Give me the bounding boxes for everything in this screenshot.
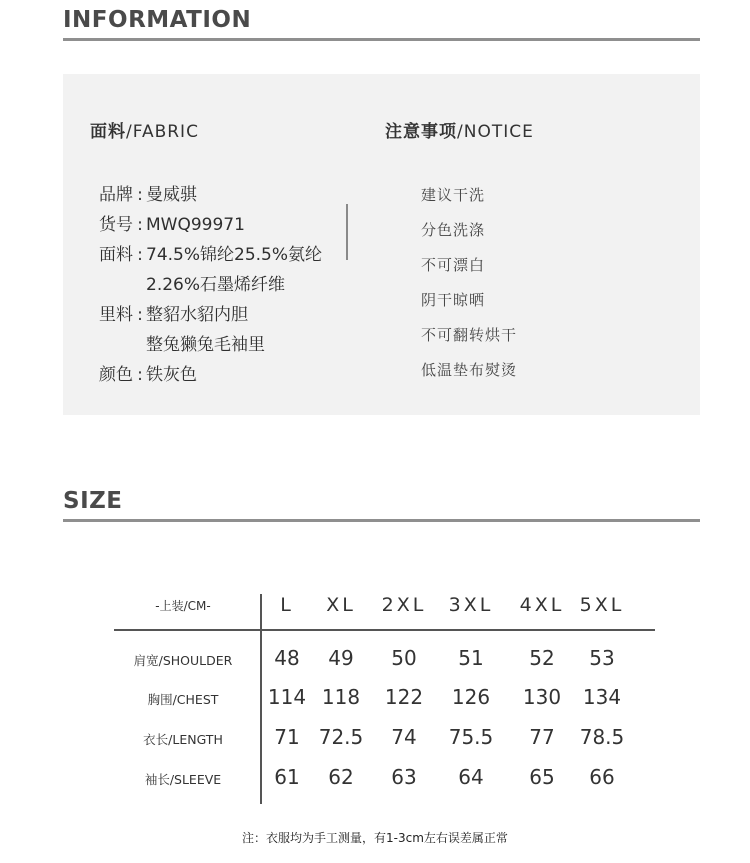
fabric-label: 货号 <box>99 215 133 235</box>
notice-title-zh: 注意事项 <box>385 122 457 142</box>
size-row-label: 肩宽/SHOULDER <box>133 653 233 668</box>
size-cell: 71 <box>274 725 300 749</box>
size-row-label: 胸围/CHEST <box>147 692 219 707</box>
size-header-2xl: 2XL <box>381 594 427 616</box>
fabric-list <box>76 180 322 390</box>
notice-item: 阴干晾晒 <box>421 291 486 309</box>
size-header-xl: XL <box>326 594 356 616</box>
fabric-separator: : <box>137 305 143 325</box>
size-header-3xl: 3XL <box>448 594 494 616</box>
size-header-rule <box>114 629 655 631</box>
size-cell: 66 <box>589 765 615 789</box>
fabric-value: 铁灰色 <box>146 365 197 385</box>
notice-list <box>421 178 517 388</box>
information-heading: INFORMATION <box>63 7 252 33</box>
fabric-row-shell-cont: 2.26%石墨烯纤维 <box>146 275 286 295</box>
size-header-l: L <box>280 594 294 616</box>
fabric-separator: : <box>137 365 143 385</box>
size-cell: 48 <box>274 646 300 670</box>
size-corner-label: -上装/CM- <box>155 599 211 613</box>
fabric-row-item-no <box>76 210 322 240</box>
size-header-4xl: 4XL <box>519 594 565 616</box>
fabric-label: 里料 <box>99 305 133 325</box>
fabric-separator: : <box>137 215 143 235</box>
notice-item: 不可漂白 <box>421 256 486 274</box>
size-cell: 53 <box>589 646 615 670</box>
size-cell: 62 <box>328 765 354 789</box>
size-cell: 49 <box>328 646 354 670</box>
size-cell: 51 <box>458 646 484 670</box>
size-rule <box>63 519 700 522</box>
size-cell: 78.5 <box>579 725 625 749</box>
fabric-title-zh: 面料 <box>90 122 126 142</box>
size-row-label: 袖长/SLEEVE <box>144 772 222 787</box>
size-cell: 52 <box>529 646 555 670</box>
fabric-title-en: /FABRIC <box>126 122 199 142</box>
fabric-value: 74.5%锦纶25.5%氨纶 <box>146 245 323 265</box>
size-cell: 63 <box>391 765 417 789</box>
fabric-value: 整貂水貂内胆 <box>146 305 248 325</box>
size-heading: SIZE <box>63 488 123 514</box>
measurement-note: 注：衣服均为手工测量，有1-3cm左右误差属正常 <box>242 831 508 845</box>
column-divider <box>346 204 348 260</box>
size-cell: 65 <box>529 765 555 789</box>
size-header-5xl: 5XL <box>579 594 625 616</box>
size-cell: 118 <box>321 685 361 709</box>
fabric-title <box>90 117 199 142</box>
fabric-row-shell <box>76 240 322 270</box>
size-cell: 134 <box>582 685 622 709</box>
fabric-row-color <box>76 360 322 390</box>
fabric-row-lining-cont: 整兔獭兔毛袖里 <box>146 335 265 355</box>
fabric-separator: : <box>137 245 143 265</box>
notice-item: 低温垫布熨烫 <box>421 361 518 379</box>
size-cell: 75.5 <box>448 725 494 749</box>
notice-title-en: /NOTICE <box>457 122 534 142</box>
size-cell: 64 <box>458 765 484 789</box>
size-cell: 130 <box>522 685 562 709</box>
notice-title <box>385 117 534 142</box>
size-cell: 77 <box>529 725 555 749</box>
notice-item: 分色洗涤 <box>421 221 486 239</box>
fabric-row-brand <box>76 180 322 210</box>
fabric-label: 面料 <box>99 245 133 265</box>
size-cell: 114 <box>267 685 307 709</box>
information-panel <box>63 74 700 415</box>
size-cell: 72.5 <box>318 725 364 749</box>
notice-item: 不可翻转烘干 <box>421 326 518 344</box>
fabric-label: 品牌 <box>99 185 133 205</box>
size-cell: 126 <box>451 685 491 709</box>
size-cell: 50 <box>391 646 417 670</box>
fabric-value: 曼威骐 <box>146 185 197 205</box>
size-cell: 122 <box>384 685 424 709</box>
fabric-label: 颜色 <box>99 365 133 385</box>
size-cell: 61 <box>274 765 300 789</box>
notice-item: 建议干洗 <box>421 186 486 204</box>
fabric-row-lining <box>76 300 322 330</box>
size-row-label: 衣长/LENGTH <box>143 732 223 747</box>
fabric-separator: : <box>137 185 143 205</box>
fabric-value: MWQ99971 <box>146 215 245 235</box>
information-rule <box>63 38 700 41</box>
size-cell: 74 <box>391 725 417 749</box>
